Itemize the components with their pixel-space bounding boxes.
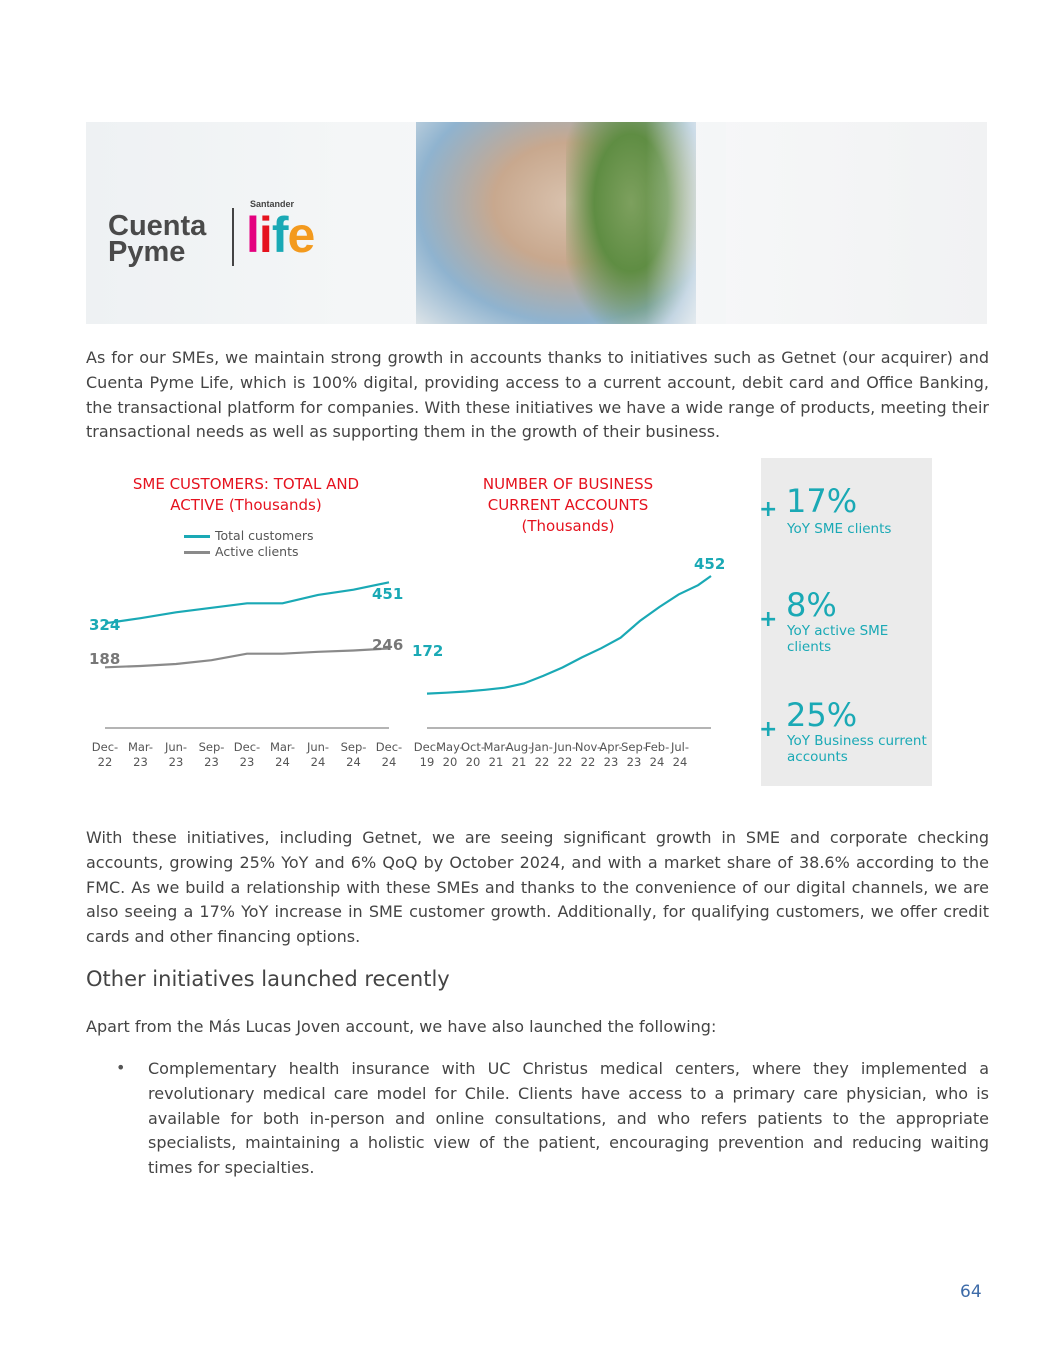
kpi2-label: YoY active SME clients: [787, 623, 889, 655]
chart2-tick-label: Jun- 22: [553, 740, 577, 769]
bullet-item-health-insurance: Complementary health insurance with UC Christus medical centers, where they implemented a revolutionary medical care model for Chile. Clients have access to a primary care physician, who is available for both in-person and online consultations, and who refers patients to the appropriate specialists, maintaining a holistic view of the patient, encouraging prevention and reducing waiting times for specialties.: [148, 1059, 989, 1178]
kpi2-value: 8%: [786, 586, 837, 624]
chart1-tick-label: Sep- 23: [198, 740, 225, 769]
kpi1-label: YoY SME clients: [787, 521, 892, 537]
chart2-tick-label: Jul- 24: [670, 740, 690, 769]
growth-paragraph: With these initiatives, including Getnet, we are seeing significant growth in SME and corporate checking accounts, growing 25% YoY and 6% QoQ by October 2024, and with a market share of 38.6% according to the FMC. As we build a relationship with these SMEs and thanks to the convenience of our digital channels, we are also seeing a 17% YoY increase in SME customer growth. Additionally, for qualifying customers, we offer credit cards and other financing options.: [86, 828, 989, 947]
chart2-tick-label: Aug- 21: [505, 740, 533, 769]
legend-active-label: Active clients: [215, 544, 299, 559]
chart1-tick-label: Dec- 22: [91, 740, 119, 769]
chart1-tick-label: Dec- 23: [233, 740, 261, 769]
kpi2-plus: +: [759, 607, 778, 632]
legend-active-swatch: [184, 551, 210, 554]
logo-santander: Santander: [250, 199, 295, 209]
section-heading: Other initiatives launched recently: [86, 967, 450, 991]
chart1-active-line: [105, 649, 389, 668]
bullet-marker: •: [116, 1058, 126, 1077]
chart2-tick-label: Sep- 23: [621, 740, 647, 769]
chart2-tick-label: Oct- 20: [460, 740, 486, 769]
logo-pyme: Pyme: [108, 236, 186, 268]
chart1-total-first-label: 324: [89, 616, 121, 634]
chart2-tick-label: Mar- 21: [483, 740, 509, 769]
chart1-active-last-label: 246: [372, 636, 404, 654]
page-number: 64: [960, 1282, 982, 1302]
section-intro: Apart from the Más Lucas Joven account, we have also launched the following:: [86, 1017, 717, 1036]
logo-separator: [232, 208, 234, 266]
kpi3-value: 25%: [786, 696, 858, 734]
chart2-plot: [405, 560, 745, 770]
chart1-tick-label: Mar- 23: [127, 740, 154, 769]
logo-cuenta: Cuenta: [108, 210, 207, 242]
chart1-tick-label: Sep- 24: [340, 740, 367, 769]
chart2-first-label: 172: [412, 642, 444, 660]
banner-fade: [646, 122, 726, 324]
chart2-tick-label: Apr- 23: [599, 740, 623, 769]
chart2-title: NUMBER OF BUSINESS CURRENT ACCOUNTS (Thousands): [482, 475, 654, 535]
chart1-title: SME CUSTOMERS: TOTAL AND ACTIVE (Thousands): [132, 475, 360, 514]
chart2-tick-label: Dec- 19: [413, 740, 441, 769]
chart1-total-line: [105, 582, 389, 623]
kpi3-plus: +: [759, 717, 778, 742]
chart2-accounts-line: [427, 576, 711, 694]
logo-life: life: [246, 207, 315, 263]
banner-image: [86, 122, 987, 324]
chart2-tick-label: Feb- 24: [644, 740, 670, 769]
chart1-plot: [86, 560, 406, 770]
chart2-last-label: 452: [694, 555, 726, 573]
chart2-tick-label: Nov- 22: [574, 740, 602, 769]
chart1-tick-label: Jun- 23: [164, 740, 188, 769]
chart1-tick-label: Mar- 24: [269, 740, 296, 769]
intro-paragraph: As for our SMEs, we maintain strong growth in accounts thanks to initiatives such as Getnet (our acquirer) and Cuenta Pyme Life, which is 100% digital, providing access to a current account, debit card and Office Banking, the transactional platform for companies. With these initiatives we have a wide range of products, meeting their transactional needs as well as supporting them in the growth of their business.: [86, 348, 989, 442]
chart1-tick-label: Jun- 24: [306, 740, 330, 769]
chart1-total-last-label: 451: [372, 585, 404, 603]
legend-total-swatch: [184, 535, 210, 538]
chart1-tick-label: Dec- 24: [375, 740, 403, 769]
chart1-active-first-label: 188: [89, 650, 121, 668]
kpi1-value: 17%: [786, 482, 858, 520]
chart2-tick-label: May- 20: [436, 740, 464, 769]
kpi1-plus: +: [759, 497, 778, 522]
legend-total-label: Total customers: [215, 528, 314, 543]
chart2-tick-label: Jan- 22: [531, 740, 553, 769]
kpi3-label: YoY Business current accounts: [787, 733, 927, 765]
